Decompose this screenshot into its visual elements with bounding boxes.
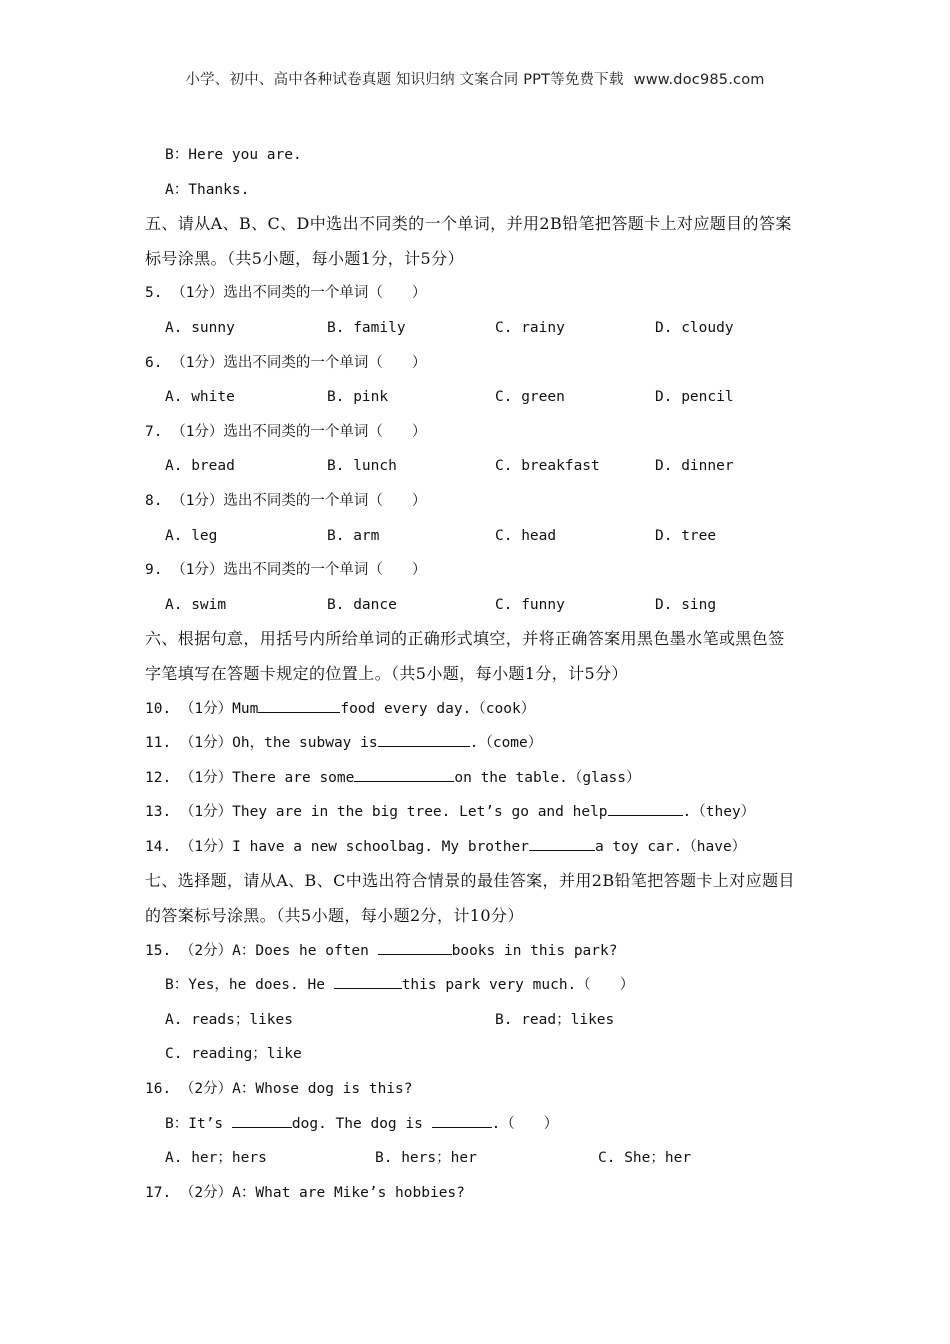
- q14-answer-blank[interactable]: [529, 836, 595, 851]
- exam-content: [145, 138, 825, 1210]
- q10-line: [145, 692, 825, 727]
- q5-option-c: C. rainy: [495, 319, 565, 336]
- q15-a-line: [145, 934, 825, 969]
- q15-option-b: B. read；likes: [495, 1011, 615, 1028]
- q6-stem: 6. （1分）选出不同类的一个单词（ ）: [145, 354, 427, 371]
- q7-option-b: B. lunch: [327, 458, 397, 475]
- q9-option-d: D. sing: [655, 596, 717, 613]
- q5-option-a: A. sunny: [165, 319, 235, 336]
- q16-b-text-after: .（ ）: [491, 1115, 559, 1132]
- q6-option-c: C. green: [495, 389, 565, 406]
- q8-stem: 8. （1分）选出不同类的一个单词（ ）: [145, 492, 427, 509]
- q13-line: [145, 795, 825, 830]
- q15-options-row2: [145, 1037, 825, 1072]
- q16-b-text-middle: dog. The dog is: [291, 1115, 432, 1132]
- q6-option-a: A. white: [165, 389, 235, 406]
- q5-stem: 5. （1分）选出不同类的一个单词（ ）: [145, 285, 427, 302]
- q6-option-b: B. pink: [327, 389, 389, 406]
- page-header: [0, 68, 950, 89]
- q15-b-line: [145, 968, 825, 1003]
- q15-options-row1: [145, 1003, 825, 1038]
- q11-line: [145, 726, 825, 761]
- q15-blank-2[interactable]: [334, 974, 402, 989]
- q7-option-a: A. bread: [165, 458, 235, 475]
- q5-option-d: D. cloudy: [655, 319, 734, 336]
- q14-text-before: 14. （1分）I have a new schoolbag. My brother: [145, 838, 529, 855]
- section7-title-line2: 的答案标号涂黑。（共5小题，每小题2分，计10分）: [145, 906, 524, 926]
- header-url[interactable]: www.doc985.com: [633, 72, 765, 88]
- q8-option-c: C. head: [495, 527, 557, 544]
- q8-option-d: D. tree: [655, 527, 717, 544]
- dialog-b-line: B：Here you are.: [165, 147, 302, 163]
- q15-blank-1[interactable]: [378, 940, 452, 955]
- q16-a-line: 16. （2分）A：Whose dog is this?: [145, 1081, 413, 1098]
- q5-option-b: B. family: [327, 319, 406, 336]
- q13-text-before: 13. （1分）They are in the big tree. Let’s go and help: [145, 804, 608, 821]
- q11-text-before: 11. （1分）Oh，the subway is: [145, 735, 378, 752]
- q13-text-after: .（they）: [682, 804, 756, 821]
- q15-a-text-before: 15. （2分）A：Does he often: [145, 942, 378, 959]
- q16-b-text-before: B：It’s: [165, 1115, 232, 1132]
- q6-option-d: D. pencil: [655, 389, 734, 406]
- q13-answer-blank[interactable]: [608, 801, 683, 816]
- q10-answer-blank[interactable]: [258, 698, 340, 713]
- q16-b-line: [145, 1107, 825, 1142]
- q15-option-a: A. reads；likes: [165, 1011, 293, 1028]
- q11-answer-blank[interactable]: [378, 732, 470, 747]
- section7-title-line1: 七、选择题，请从A、B、C中选出符合情景的最佳答案，并用2B铅笔把答题卡上对应题目: [145, 871, 795, 891]
- q10-text-before: 10. （1分）Mum: [145, 700, 259, 717]
- q9-option-a: A. swim: [165, 596, 227, 613]
- q16-blank-1[interactable]: [232, 1113, 292, 1128]
- header-text: 小学、初中、高中各种试卷真题 知识归纳 文案合同 PPT等免费下载: [185, 72, 624, 88]
- q7-options: [145, 449, 825, 484]
- q9-options: [145, 588, 825, 623]
- dialog-a-line: A：Thanks.: [165, 181, 250, 198]
- q11-text-after: .（come）: [469, 735, 543, 752]
- q16-option-b: B. hers；her: [375, 1150, 477, 1167]
- q17-a-line: 17. （2分）A：What are Mike’s hobbies?: [145, 1184, 465, 1201]
- q7-option-c: C. breakfast: [495, 458, 600, 475]
- q16-option-c: C. She；her: [598, 1150, 692, 1167]
- q5-options: [145, 311, 825, 346]
- q12-text-after: on the table.（glass）: [454, 769, 641, 786]
- section5-title-line1: 五、请从A、B、C、D中选出不同类的一个单词，并用2B铅笔把答题卡上对应题目的答案: [145, 214, 792, 234]
- q7-option-d: D. dinner: [655, 458, 734, 475]
- q10-text-after: food every day.（cook）: [340, 700, 536, 717]
- q9-option-b: B. dance: [327, 596, 397, 613]
- q12-answer-blank[interactable]: [354, 767, 454, 782]
- q8-option-a: A. leg: [165, 527, 218, 544]
- q16-option-a: A. her；hers: [165, 1150, 267, 1167]
- q7-stem: 7. （1分）选出不同类的一个单词（ ）: [145, 423, 427, 440]
- q9-stem: 9. （1分）选出不同类的一个单词（ ）: [145, 562, 427, 579]
- q12-line: [145, 761, 825, 796]
- q8-options: [145, 519, 825, 554]
- q14-line: [145, 830, 825, 865]
- q15-a-text-after: books in this park?: [451, 942, 618, 959]
- q6-options: [145, 380, 825, 415]
- q16-options: [145, 1141, 825, 1176]
- section6-title-line1: 六、根据句意，用括号内所给单词的正确形式填空，并将正确答案用黑色墨水笔或黑色签: [145, 629, 785, 649]
- q16-blank-2[interactable]: [432, 1113, 492, 1128]
- q12-text-before: 12. （1分）There are some: [145, 769, 355, 786]
- section5-title-line2: 标号涂黑。（共5小题，每小题1分，计5分）: [145, 248, 464, 268]
- q14-text-after: a toy car.（have）: [594, 838, 747, 855]
- q15-b-text-before: B：Yes，he does. He: [165, 977, 334, 994]
- q15-b-text-after: this park very much.（ ）: [401, 977, 635, 994]
- section6-title-line2: 字笔填写在答题卡规定的位置上。（共5小题，每小题1分，计5分）: [145, 663, 628, 683]
- q15-option-c: C. reading；like: [165, 1046, 302, 1063]
- q9-option-c: C. funny: [495, 596, 565, 613]
- q8-option-b: B. arm: [327, 527, 380, 544]
